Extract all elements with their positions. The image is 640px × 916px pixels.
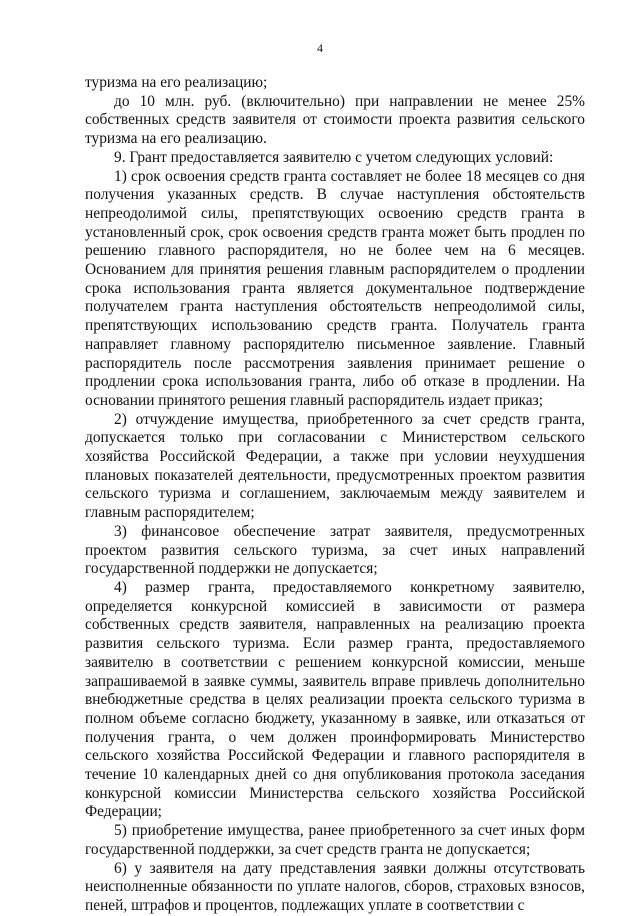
paragraph-item-4: 4) размер гранта, предоставляемого конкретному заявителю, определяется конкурсной комиссией в зависимости от размера собственных средств заявителя, направленных на реализацию проекта развития сельского туризма. Если размер гранта, предоставляемого заявителю в соответствии с решением конкурсной комиссии, меньше запрашиваемой в заявке суммы, заявитель вправе привлечь дополнительно внебюджетные средства в целях реализации проекта сельского туризма в полном объеме согласно бюджету, указанному в заявке, или отказаться от получения гранта, о чем должен проинформировать Министерство сельского хозяйства Российской Федерации и главного распорядителя в течение 10 календарных дней со дня опубликования протокола заседания конкурсной комиссии Министерства сельского хозяйства Российской Федерации; [85,578,585,821]
paragraph-grant-limit: до 10 млн. руб. (включительно) при направлении не менее 25% собственных средств заявителя от стоимости проекта развития сельского туризма на его реализацию. [85,92,585,148]
paragraph-item-5: 5) приобретение имущества, ранее приобретенного за счет иных форм государственной поддержки, за счет средств гранта не допускается; [85,822,585,858]
paragraph-item-6: 6) у заявителя на дату представления заявки должны отсутствовать неисполненные обязанности по уплате налогов, сборов, страховых взносов, пеней, штрафов и процентов, подлежащих уплате в соответствии с [85,859,585,914]
document-body [85,74,585,916]
page-number: 4 [317,41,323,55]
paragraph-item-1: 1) срок освоения средств гранта составляет не более 18 месяцев со дня получения указанных средств. В случае наступления обстоятельств непреодолимой силы, препятствующих освоению средств гранта в установленный срок, срок освоения средств гранта может быть продлен по решению главного распорядителя, но не более чем на 6 месяцев. Основанием для принятия решения главным распорядителем о продлении срока использования гранта является документальное подтверждение получателем гранта наступления обстоятельств непреодолимой силы, препятствующих использованию средств гранта. Получатель гранта направляет главному распорядителю письменное заявление. Главный распорядитель после рассмотрения заявления принимает решение о продлении срока использования гранта, либо об отказе в продлении. На основании принятого решения главный распорядитель издает приказ; [85,167,585,409]
paragraph-item-3: 3) финансовое обеспечение затрат заявителя, предусмотренных проектом развития сельского туризма, за счет иных направлений государственной поддержки не допускается; [85,522,585,578]
paragraph-item-2: 2) отчуждение имущества, приобретенного за счет средств гранта, допускается только при согласовании с Министерством сельского хозяйства Российской Федерации, а также при условии неухудшения плановых показателей деятельности, предусмотренных проектом развития сельского туризма и соглашением, заключаемым между заявителем и главным распорядителем; [85,410,585,522]
paragraph-section-9: 9. Грант предоставляется заявителю с учетом следующих условий: [114,148,554,166]
paragraph-continuation: туризма на его реализацию; [85,74,268,91]
